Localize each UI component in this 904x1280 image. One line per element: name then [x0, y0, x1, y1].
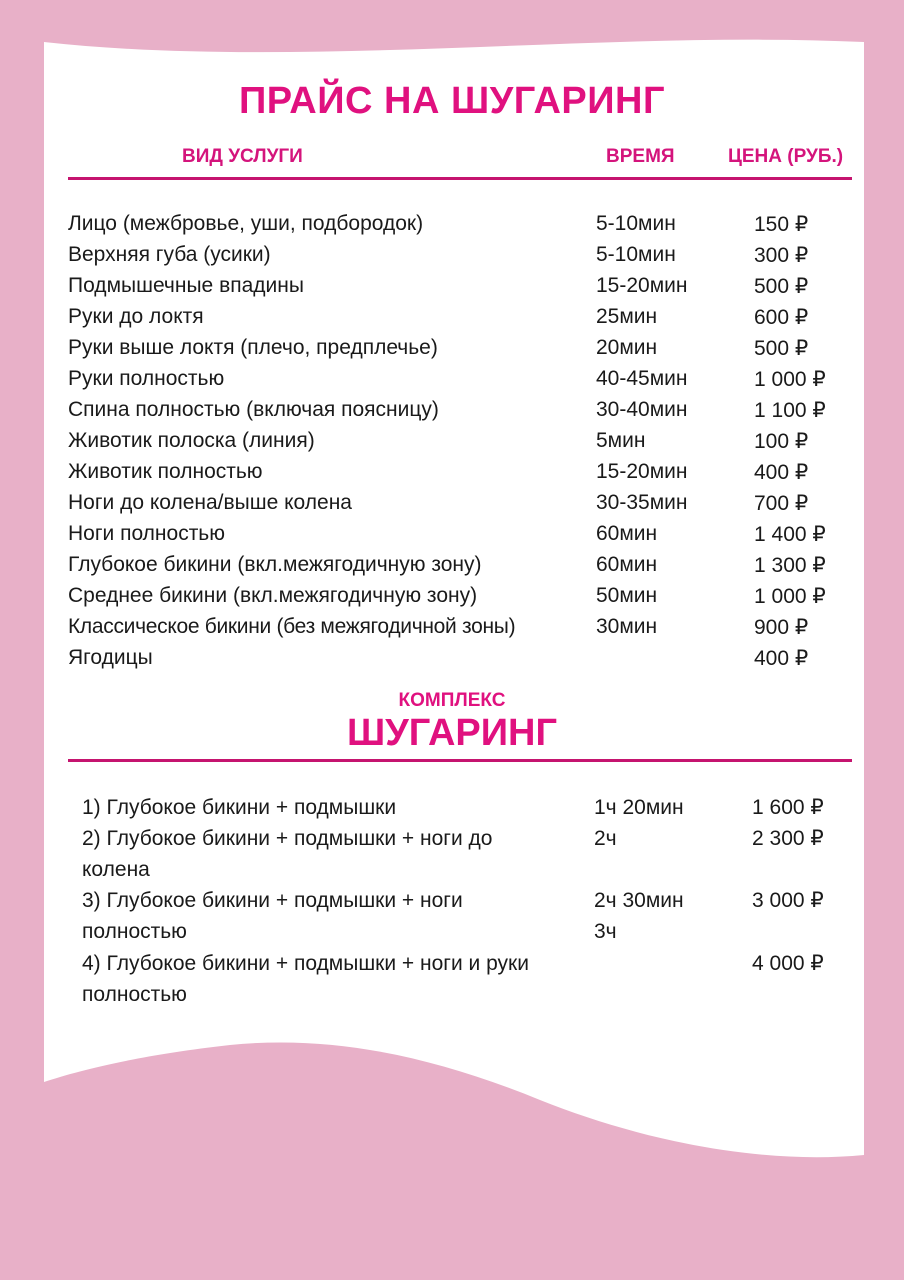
service-name: Верхняя губа (усики) — [68, 243, 271, 266]
service-price: 100 ₽ — [754, 430, 809, 453]
service-name: Руки полностью — [68, 367, 225, 390]
service-time: 20мин — [596, 336, 658, 359]
service-row — [0, 243, 904, 274]
service-price: 1 000 ₽ — [754, 585, 826, 608]
service-time: 30-35мин — [596, 491, 688, 514]
combo-item-name: 3) Глубокое бикини + подмышки + ноги полностью — [82, 889, 463, 943]
header-time: ВРЕМЯ — [606, 146, 675, 167]
service-row — [0, 398, 904, 429]
service-time: 5-10мин — [596, 243, 676, 266]
service-row — [0, 460, 904, 491]
service-time: 15-20мин — [596, 274, 688, 297]
service-price: 1 300 ₽ — [754, 554, 826, 577]
service-time: 30мин — [596, 615, 658, 638]
service-name: Животик полностью — [68, 460, 263, 483]
service-name: Подмышечные впадины — [68, 274, 304, 297]
service-time: 30-40мин — [596, 398, 688, 421]
service-row — [0, 584, 904, 615]
service-row — [0, 367, 904, 398]
service-price: 500 ₽ — [754, 337, 809, 360]
service-name: Лицо (межбровье, уши, подбородок) — [68, 212, 424, 235]
service-price: 400 ₽ — [754, 461, 809, 484]
combo-item-time: 2ч 30мин — [594, 889, 684, 912]
service-name: Ягодицы — [68, 646, 153, 669]
service-time: 60мин — [596, 553, 658, 576]
service-name: Животик полоска (линия) — [68, 429, 315, 452]
service-time: 5мин — [596, 429, 646, 452]
service-price: 300 ₽ — [754, 244, 809, 267]
service-row — [0, 522, 904, 553]
service-name: Классическое бикини (без межягодичной зоны) — [68, 615, 516, 638]
service-price: 1 000 ₽ — [754, 368, 826, 391]
combo-item-price: 1 600 ₽ — [752, 796, 824, 819]
combo-item-name: 2) Глубокое бикини + подмышки + ноги до колена — [82, 827, 493, 881]
service-name: Ноги полностью — [68, 522, 225, 545]
service-price: 500 ₽ — [754, 275, 809, 298]
service-name: Спина полностью (включая поясницу) — [68, 398, 439, 421]
combo-item-price: 2 300 ₽ — [752, 827, 824, 850]
combo-item-price: 3 000 ₽ — [752, 889, 824, 912]
service-name: Среднее бикини (вкл.межягодичную зону) — [68, 584, 478, 607]
service-row — [0, 274, 904, 305]
service-row — [0, 212, 904, 243]
service-time: 15-20мин — [596, 460, 688, 483]
service-price: 1 100 ₽ — [754, 399, 826, 422]
combo-item-time: 1ч 20мин — [594, 796, 684, 819]
service-price: 600 ₽ — [754, 306, 809, 329]
service-name: Руки выше локтя (плечо, предплечье) — [68, 336, 438, 359]
service-row — [0, 646, 904, 677]
service-name: Глубокое бикини (вкл.межягодичную зону) — [68, 553, 482, 576]
service-time: 25мин — [596, 305, 658, 328]
service-time: 40-45мин — [596, 367, 688, 390]
service-name: Руки до локтя — [68, 305, 204, 328]
service-row — [0, 491, 904, 522]
combo-item-time: 2ч — [594, 827, 617, 850]
service-price: 1 400 ₽ — [754, 523, 826, 546]
service-price: 400 ₽ — [754, 647, 809, 670]
service-time: 50мин — [596, 584, 658, 607]
combo-label: КОМПЛЕКС — [398, 690, 506, 711]
service-time: 60мин — [596, 522, 658, 545]
service-price: 150 ₽ — [754, 213, 809, 236]
header-divider — [68, 177, 852, 180]
service-row — [0, 615, 904, 646]
service-row — [0, 553, 904, 584]
combo-item-time: 3ч — [594, 920, 617, 943]
service-name: Ноги до колена/выше колена — [68, 491, 352, 514]
service-time: 5-10мин — [596, 212, 676, 235]
combo-title: ШУГАРИНГ — [346, 712, 558, 754]
service-row — [0, 429, 904, 460]
service-price: 900 ₽ — [754, 616, 809, 639]
header-service: ВИД УСЛУГИ — [182, 146, 303, 167]
combo-item-name: 1) Глубокое бикини + подмышки — [82, 796, 397, 819]
header-price: ЦЕНА (РУБ.) — [728, 146, 844, 167]
combo-divider — [68, 759, 852, 762]
service-row — [0, 305, 904, 336]
combo-item-name: 4) Глубокое бикини + подмышки + ноги и руки полностью — [82, 952, 529, 1006]
service-row — [0, 336, 904, 367]
page-title: ПРАЙС НА ШУГАРИНГ — [238, 80, 666, 122]
service-price: 700 ₽ — [754, 492, 809, 515]
combo-item-price: 4 000 ₽ — [752, 952, 824, 975]
